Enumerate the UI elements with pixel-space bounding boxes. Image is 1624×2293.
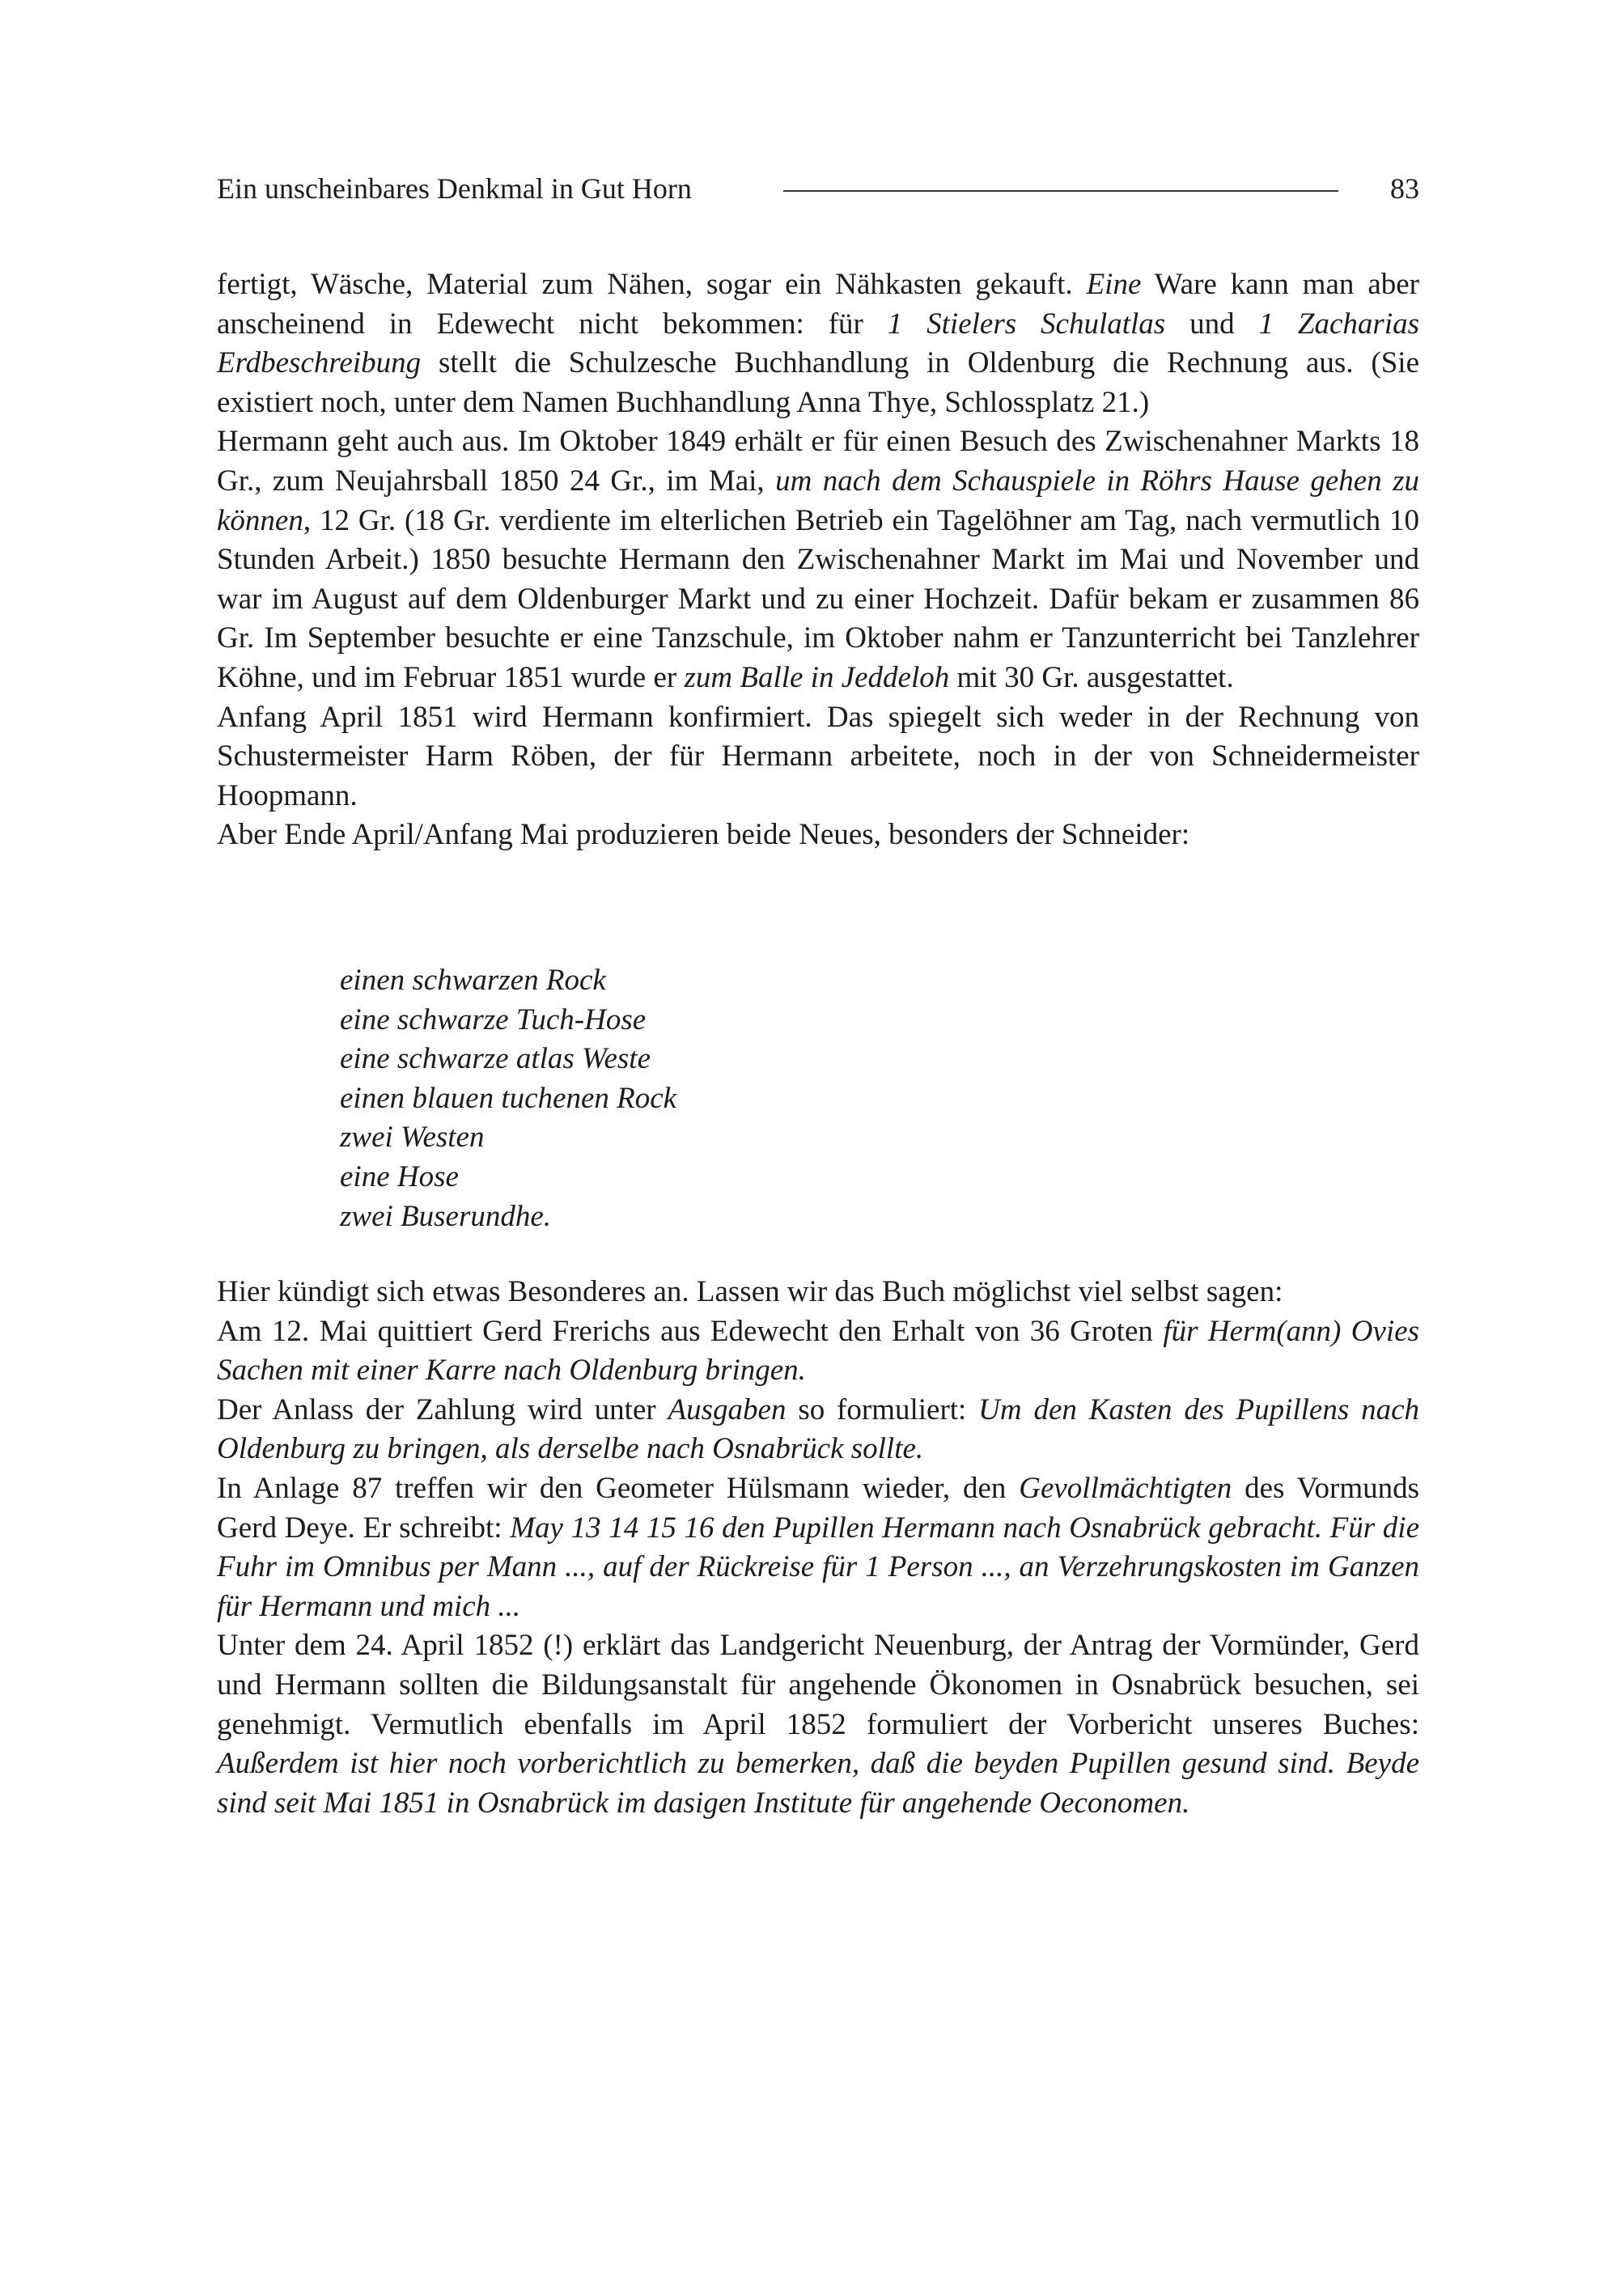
text-run: In Anlage 87 treffen wir den Geometer Hülsmann wieder, den	[217, 1471, 1020, 1505]
body-text-upper	[217, 265, 1419, 855]
italic-run: May 13 14 15 16 den Pupillen Hermann nach Osnabrück gebracht. Für die Fuhr im Omnibus per Mann ..., auf der Rückreise für 1 Person ..., an Verzehrungskosten im Ganzen für Hermann und mich ...	[217, 1511, 1419, 1623]
paragraph	[217, 1391, 1419, 1469]
page-number: 83	[1390, 172, 1419, 205]
text-run: Der Anlass der Zahlung wird unter	[217, 1392, 668, 1426]
paragraph	[217, 1626, 1419, 1823]
paragraph	[217, 1469, 1419, 1626]
text-run: Am 12. Mai quittiert Gerd Frerichs aus Edewecht den Erhalt von 36 Groten	[217, 1314, 1164, 1348]
text-run: des Vormunds Gerd Deye. Er schreibt:	[217, 1471, 1419, 1545]
text-run: Aber Ende April/Anfang Mai produzieren beide Neues, besonders der Schneider:	[217, 818, 1190, 852]
italic-run: um nach dem Schauspiele in Röhrs Hause gehen zu können	[217, 464, 1419, 537]
italic-run: 1 Stielers Schulatlas	[887, 307, 1166, 341]
garment-list	[340, 961, 676, 1236]
italic-run: zum Balle in Jeddeloh	[684, 660, 950, 694]
text-run: fertigt, Wäsche, Material zum Nähen, sogar ein Nähkasten gekauft.	[217, 268, 1087, 301]
paragraph	[217, 1273, 1419, 1312]
italic-run: Ausgaben	[668, 1392, 787, 1426]
running-title: Ein unscheinbares Denkmal in Gut Horn	[217, 172, 692, 205]
paragraph	[217, 816, 1419, 855]
italic-run: Eine	[1086, 268, 1142, 301]
text-run: Hermann geht auch aus. Im Oktober 1849 erhält er für einen Besuch des Zwischenahner Markts 18 Gr., zum Neujahrsball 1850 24 Gr., im Mai,	[217, 425, 1419, 498]
list-item: zwei Westen	[340, 1121, 485, 1155]
italic-run: für Herm(ann) Ovies Sachen mit einer Karre nach Oldenburg bringen.	[217, 1314, 1419, 1388]
text-run: und	[1165, 307, 1259, 341]
list-item: eine schwarze atlas Weste	[340, 1042, 651, 1076]
list-item: einen schwarzen Rock	[340, 964, 606, 997]
italic-run: Außerdem ist hier noch vorberichtlich zu bemerken, daß die beyden Pupillen gesund sind. Beyde sind seit Mai 1851 in Osnabrück im dasigen Institute für angehende Oeconomen.	[217, 1747, 1419, 1820]
paragraph	[217, 422, 1419, 697]
text-run: , 12 Gr. (18 Gr. verdiente im elterlichen Betrieb ein Tagelöhner am Tag, nach vermutlich 10 Stunden Arbeit.) 1850 besuchte Hermann den Zwischenahner Markt im Mai und November und war im August auf dem Oldenburger Markt und zu einer Hochzeit. Dafür bekam er zusammen 86 Gr. Im September besuchte er eine Tanzschule, im Oktober nahm er Tanzunterricht bei Tanzlehrer Köhne, und im Februar 1851 wurde er	[217, 503, 1419, 694]
italic-run: Um den Kasten des Pupillens nach Oldenburg zu bringen, als derselbe nach Osnabrück sollte.	[217, 1392, 1419, 1466]
text-run: mit 30 Gr. ausgestattet.	[949, 660, 1234, 694]
text-run: Hier kündigt sich etwas Besonderes an. Lassen wir das Buch möglichst viel selbst sagen:	[217, 1275, 1283, 1308]
paragraph	[217, 698, 1419, 816]
list-item: zwei Buserundhe.	[340, 1199, 552, 1233]
text-run: so formuliert:	[786, 1392, 979, 1426]
italic-run: Gevollmächtigten	[1019, 1471, 1232, 1505]
paragraph	[217, 265, 1419, 422]
italic-run: 1 Zacharias Erdbeschreibung	[217, 307, 1419, 380]
body-text-lower	[217, 1273, 1419, 1823]
text-run: stellt die Schulzesche Buchhandlung in Oldenburg die Rechnung aus. (Sie existiert noch, unter dem Namen Buchhandlung Anna Thye, Schlossplatz 21.)	[217, 346, 1419, 419]
running-header	[217, 168, 1419, 209]
header-rule	[783, 190, 1338, 192]
text-run: Ware kann man aber anscheinend in Edewecht nicht bekommen: für	[217, 268, 1420, 341]
list-item: einen blauen tuchenen Rock	[340, 1081, 677, 1115]
text-run: Unter dem 24. April 1852 (!) erklärt das Landgericht Neuenburg, der Antrag der Vormünder, Gerd und Hermann sollten die Bildungsanstalt für angehende Ökonomen in Osnabrück besuchen, sei genehmigt. Vermutlich ebenfalls im April 1852 formuliert der Vorbericht unseres Buches:	[217, 1629, 1419, 1741]
text-run: Anfang April 1851 wird Hermann konfirmiert. Das spiegelt sich weder in der Rechnung von Schustermeister Harm Röben, der für Hermann arbeitete, noch in der von Schneidermeister Hoopmann.	[217, 700, 1419, 812]
list-item: eine schwarze Tuch-Hose	[340, 1002, 647, 1036]
list-item: eine Hose	[340, 1159, 459, 1193]
paragraph	[217, 1312, 1419, 1391]
